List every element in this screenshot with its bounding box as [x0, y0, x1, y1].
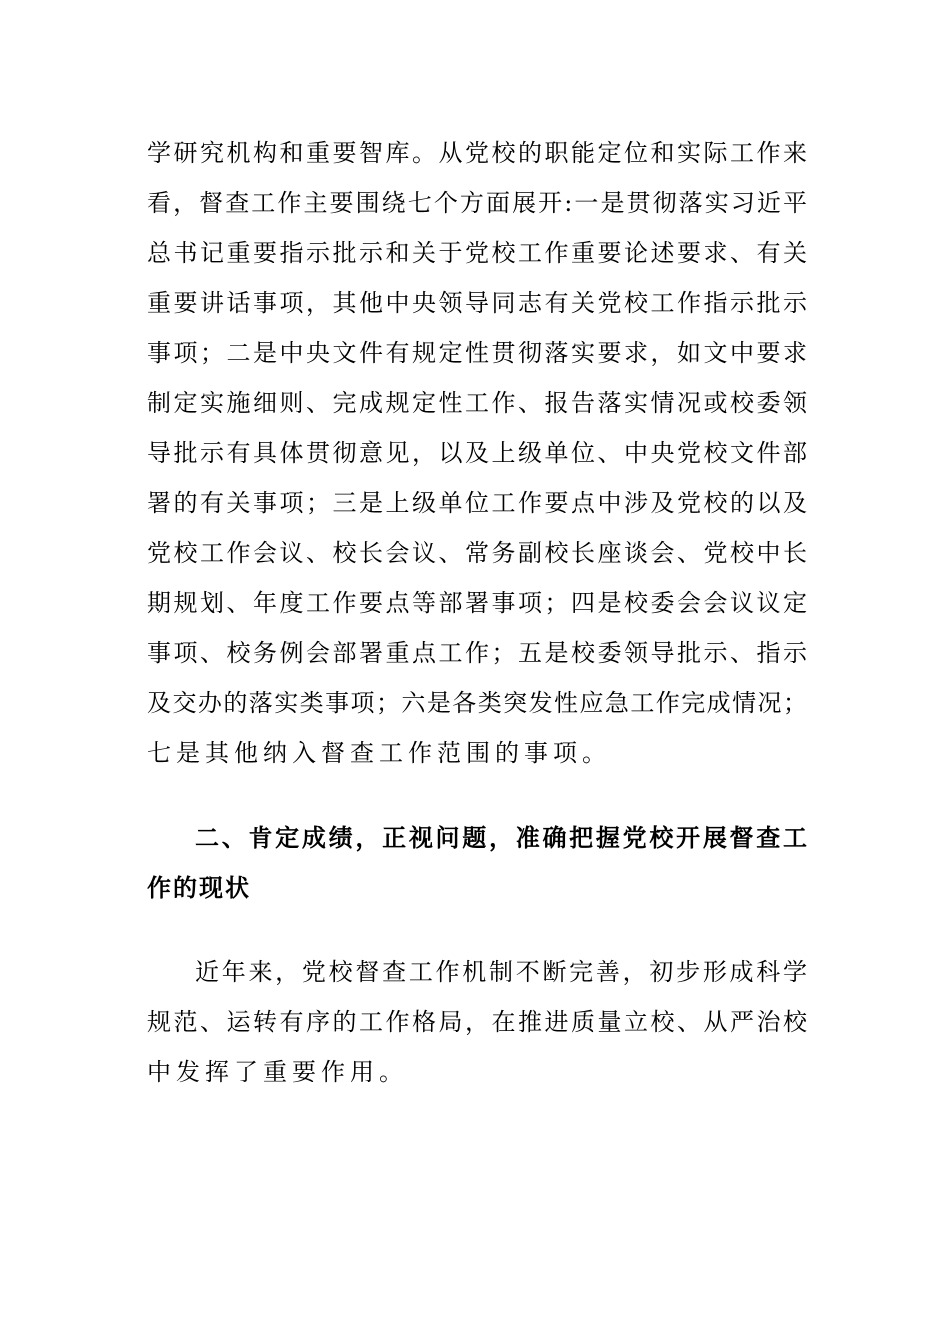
paragraph-line: 及交办的落实类事项；六是各类突发性应急工作完成情况； — [147, 689, 807, 717]
section-heading-line: 二、肯定成绩，正视问题，准确把握党校开展督查工 — [195, 824, 807, 852]
paragraph-line: 事项；二是中央文件有规定性贯彻落实要求，如文中要求 — [147, 339, 807, 367]
paragraph-line: 七是其他纳入督查工作范围的事项。 — [147, 739, 611, 767]
paragraph-line: 党校工作会议、校长会议、常务副校长座谈会、党校中长 — [147, 539, 807, 567]
paragraph-line: 看，督查工作主要围绕七个方面展开:一是贯彻落实习近平 — [147, 189, 807, 217]
paragraph-line: 制定实施细则、完成规定性工作、报告落实情况或校委领 — [147, 389, 807, 417]
paragraph-line: 重要讲话事项，其他中央领导同志有关党校工作指示批示 — [147, 289, 807, 317]
paragraph-line: 规范、运转有序的工作格局，在推进质量立校、从严治校 — [147, 1008, 807, 1036]
paragraph-line: 中发挥了重要作用。 — [147, 1058, 408, 1086]
paragraph-line: 事项、校务例会部署重点工作；五是校委领导批示、指示 — [147, 639, 807, 667]
paragraph-line: 总书记重要指示批示和关于党校工作重要论述要求、有关 — [147, 239, 807, 267]
paragraph-line: 署的有关事项；三是上级单位工作要点中涉及党校的以及 — [147, 489, 807, 517]
paragraph-line: 近年来，党校督查工作机制不断完善，初步形成科学 — [195, 958, 807, 986]
section-heading-line: 作的现状 — [147, 874, 251, 902]
paragraph-line: 期规划、年度工作要点等部署事项；四是校委会会议议定 — [147, 589, 807, 617]
paragraph-line: 导批示有具体贯彻意见，以及上级单位、中央党校文件部 — [147, 439, 807, 467]
paragraph-line: 学研究机构和重要智库。从党校的职能定位和实际工作来 — [147, 139, 807, 167]
